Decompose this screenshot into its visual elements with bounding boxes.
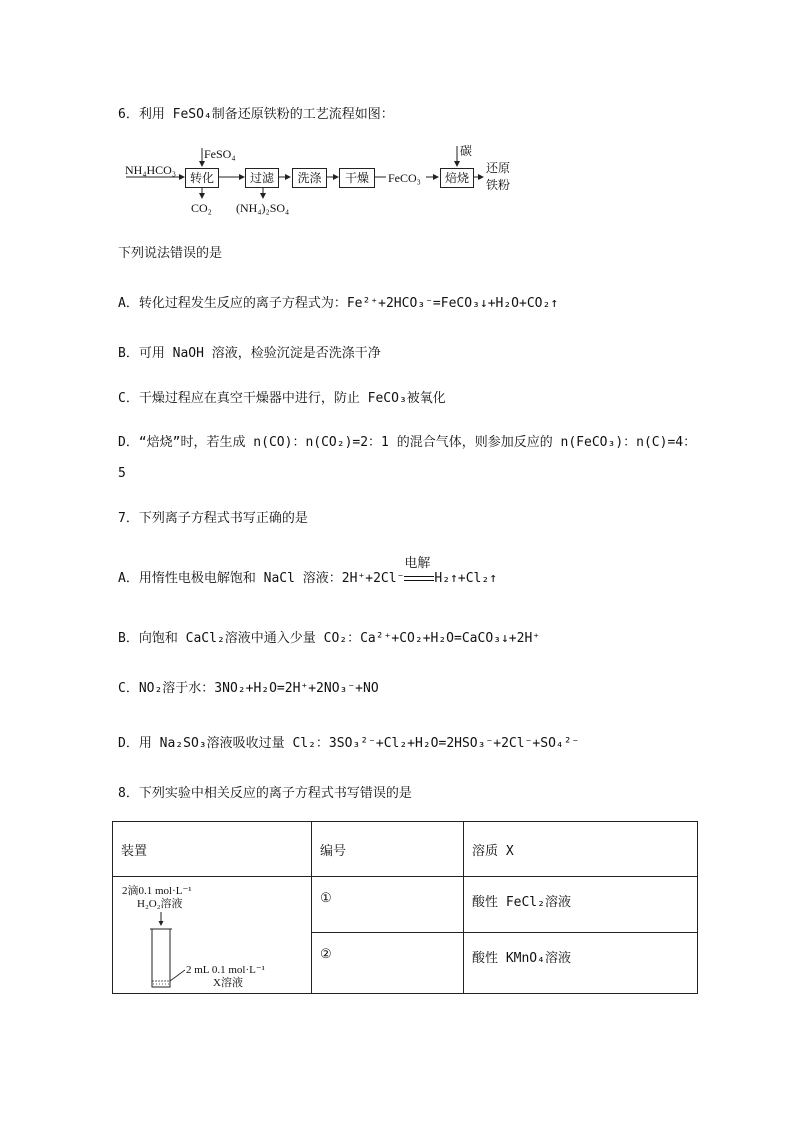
q7-a-condition [404, 556, 434, 588]
q6-flow-diagram [118, 140, 518, 220]
header-solute: 溶质 X [464, 822, 698, 877]
flow-output-nh4-2so4: (NH₄)₂SO₄ [236, 201, 290, 215]
flow-feco3: FeCO₃ [388, 171, 421, 185]
row1-number: ① [312, 877, 464, 933]
apparatus-label-h2o2: H₂O₂溶液 [137, 898, 183, 910]
q7-a-suffix: H₂↑+Cl₂↑ [434, 571, 498, 586]
flow-input-carbon: 碳 [460, 144, 473, 158]
q6-option-d-cont: 5 [118, 466, 126, 481]
table-header-row [113, 822, 698, 877]
q8-table [112, 821, 698, 994]
flow-input-nh4hco3: NH₄HCO₃ [125, 163, 177, 177]
equals-sign-double [404, 576, 434, 581]
flow-box-roast: 焙烧 [440, 168, 474, 188]
flow-input-feso4: FeSO₄ [204, 147, 236, 161]
q7-option-b: B．向饱和 CaCl₂溶液中通入少量 CO₂：Ca²⁺+CO₂+H₂O=CaCO₃↓+2H⁺ [118, 631, 541, 646]
table-row [113, 877, 698, 933]
row1-solute: 酸性 FeCl₂溶液 [464, 877, 698, 933]
flow-product-line1: 还原 [486, 161, 511, 175]
apparatus-label-drops: 2滴0.1 mol·L⁻¹ [122, 885, 192, 897]
q6-stem: 6．利用 FeSO₄制备还原铁粉的工艺流程如图： [118, 107, 394, 122]
apparatus-cell [113, 877, 312, 994]
row2-solute: 酸性 KMnO₄溶液 [464, 933, 698, 994]
q6-option-b: B．可用 NaOH 溶液，检验沉淀是否洗涤干净 [118, 346, 381, 361]
header-number: 编号 [312, 822, 464, 877]
flow-box-conversion: 转化 [185, 168, 219, 188]
header-apparatus: 装置 [113, 822, 312, 877]
q7-option-a [118, 556, 498, 588]
q6-option-c: C．干燥过程应在真空干燥器中进行，防止 FeCO₃被氧化 [118, 391, 446, 406]
row2-number: ② [312, 933, 464, 994]
apparatus-figure [113, 877, 303, 993]
flow-output-co2: CO₂ [191, 201, 212, 215]
flow-product-line2: 铁粉 [486, 178, 511, 192]
q6-option-a: A．转化过程发生反应的离子方程式为：Fe²⁺+2HCO₃⁻=FeCO₃↓+H₂O+CO₂↑ [118, 296, 559, 311]
q7-stem: 7．下列离子方程式书写正确的是 [118, 511, 308, 526]
q8-stem: 8．下列实验中相关反应的离子方程式书写错误的是 [118, 786, 412, 801]
flow-box-wash: 洗涤 [292, 168, 327, 188]
q7-option-c: C．NO₂溶于水：3NO₂+H₂O=2H⁺+2NO₃⁻+NO [118, 681, 379, 696]
q7-a-cond-label: 电解 [404, 556, 431, 571]
q7-a-prefix: A．用惰性电极电解饱和 NaCl 溶液：2H⁺+2Cl⁻ [118, 571, 405, 586]
flow-box-filter: 过滤 [245, 168, 279, 188]
q7-option-d: D．用 Na₂SO₃溶液吸收过量 Cl₂：3SO₃²⁻+Cl₂+H₂O=2HSO₃⁻+2Cl⁻+SO₄²⁻ [118, 736, 580, 751]
apparatus-label-x: X溶液 [213, 977, 243, 989]
q6-option-d: D．“焙烧”时，若生成 n(CO)：n(CO₂)=2：1 的混合气体，则参加反应的 n(FeCO₃)：n(C)=4： [118, 435, 697, 450]
apparatus-label-volume: 2 mL 0.1 mol·L⁻¹ [186, 964, 265, 976]
q6-question: 下列说法错误的是 [118, 246, 223, 261]
flow-box-dry: 干燥 [339, 168, 375, 188]
